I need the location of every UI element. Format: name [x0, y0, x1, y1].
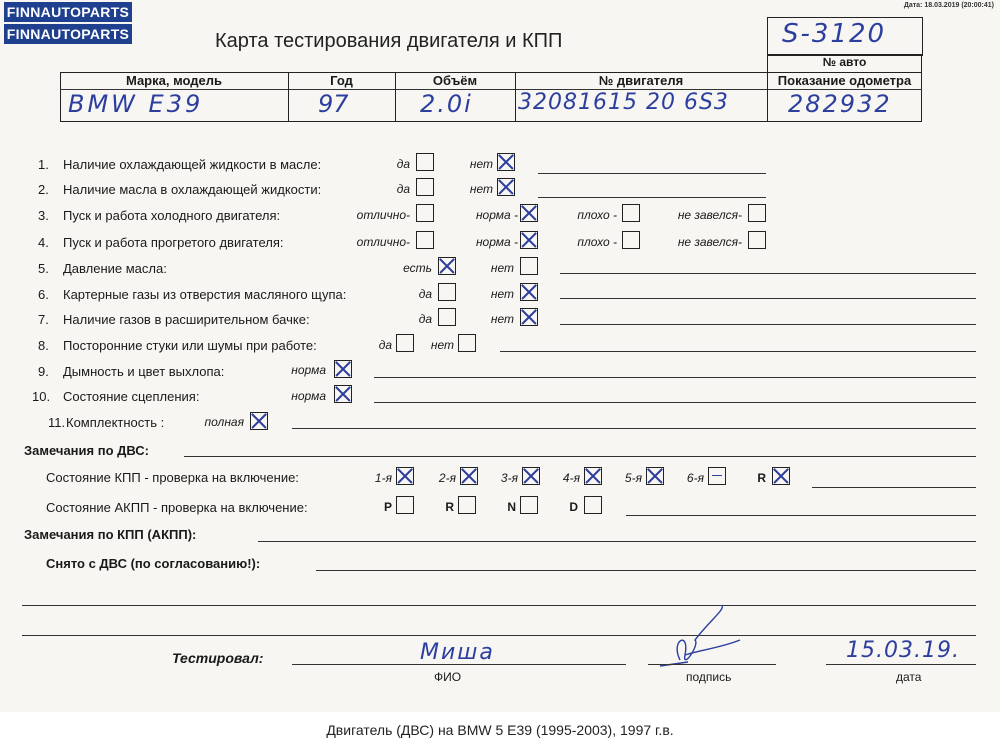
engine-remarks-label: Замечания по ДВС:: [24, 443, 149, 458]
auto-n-checkbox[interactable]: [520, 496, 538, 514]
gearbox-remarks-line[interactable]: [258, 541, 976, 542]
q7-opt-yes: да: [418, 312, 432, 326]
signature-label: подпись: [686, 670, 732, 684]
q5-no-checkbox[interactable]: [520, 257, 538, 275]
q4-text: Пуск и работа прогретого двигателя:: [63, 235, 284, 250]
gear-5-checkbox[interactable]: [646, 467, 664, 485]
q9-text: Дымность и цвет выхлопа:: [63, 364, 225, 379]
q3-opt-bad: плохо -: [577, 208, 617, 222]
car-number-label: № авто: [822, 55, 867, 69]
q7-note-line[interactable]: [560, 324, 976, 325]
q9-normal-checkbox[interactable]: [334, 360, 352, 378]
q1-yes-checkbox[interactable]: [416, 153, 434, 171]
tested-by-label: Тестировал:: [172, 650, 264, 666]
auto-gearbox-line[interactable]: [626, 515, 976, 516]
q5-opt-yes: есть: [403, 261, 432, 275]
q4-opt-nostart: не завелся-: [677, 235, 742, 249]
q5-opt-no: нет: [490, 261, 514, 275]
watermark-logo-top: FINNAUTOPARTS: [4, 2, 132, 22]
q6-opt-no: нет: [490, 287, 514, 301]
q8-opt-no: нет: [430, 338, 454, 352]
q10-opt-normal: норма: [291, 389, 326, 403]
gear-2-checkbox[interactable]: [460, 467, 478, 485]
q3-opt-normal: норма -: [475, 208, 518, 222]
q7-no-checkbox[interactable]: [520, 308, 538, 326]
date-value: 15.03.19.: [846, 638, 960, 663]
auto-r-checkbox[interactable]: [458, 496, 476, 514]
q8-text: Посторонние стуки или шумы при работе:: [63, 338, 317, 353]
auto-gearbox-label: Состояние АКПП - проверка на включение:: [46, 500, 308, 515]
auto-n-label: N: [507, 500, 516, 514]
signature-image: [640, 600, 750, 680]
auto-r-label: R: [445, 500, 454, 514]
q4-excellent-checkbox[interactable]: [416, 231, 434, 249]
q11-num: 11.: [48, 415, 66, 430]
q5-num: 5.: [38, 261, 49, 276]
q8-opt-yes: да: [378, 338, 392, 352]
gear-4-label: 4-я: [562, 471, 580, 485]
q3-bad-checkbox[interactable]: [622, 204, 640, 222]
photo-caption: Двигатель (ДВС) на BMW 5 E39 (1995-2003), 1997 г.в.: [326, 722, 674, 738]
q8-no-checkbox[interactable]: [458, 334, 476, 352]
gear-2-label: 2-я: [438, 471, 456, 485]
q4-num: 4.: [38, 235, 49, 250]
q4-bad-checkbox[interactable]: [622, 231, 640, 249]
gearbox-remarks-label: Замечания по КПП (АКПП):: [24, 527, 197, 542]
q5-text: Давление масла:: [63, 261, 167, 276]
car-no-cell: [767, 54, 922, 72]
gear-3-checkbox[interactable]: [522, 467, 540, 485]
q6-text: Картерные газы из отверстия масляного щупа:: [63, 287, 347, 302]
code-value: S-3120: [782, 19, 887, 49]
removed-label: Снято с ДВС (по согласованию!):: [46, 556, 261, 571]
make-model-value: BMW E39: [68, 90, 204, 118]
gear-1-checkbox[interactable]: [396, 467, 414, 485]
q6-num: 6.: [38, 287, 49, 302]
q4-opt-bad: плохо -: [577, 235, 617, 249]
auto-d-label: D: [569, 500, 578, 514]
q7-opt-no: нет: [490, 312, 514, 326]
volume-value: 2.0i: [420, 90, 473, 118]
q2-text: Наличие масла в охлаждающей жидкости:: [63, 182, 322, 197]
date-label: дата: [896, 670, 922, 684]
q3-normal-checkbox[interactable]: [520, 204, 538, 222]
q2-note-line[interactable]: [538, 197, 766, 198]
q3-opt-excellent: отлично-: [356, 208, 410, 222]
year-value: 97: [318, 90, 349, 118]
watermark-logo-bottom: FINNAUTOPARTS: [4, 24, 132, 44]
code-box: [767, 17, 923, 56]
q2-yes-checkbox[interactable]: [416, 178, 434, 196]
q2-opt-no: нет: [469, 182, 493, 196]
engine-remarks-line[interactable]: [184, 456, 976, 457]
q6-note-line[interactable]: [560, 298, 976, 299]
dash-mark-icon: [712, 475, 722, 476]
q3-opt-nostart: не завелся-: [677, 208, 742, 222]
q7-yes-checkbox[interactable]: [438, 308, 456, 326]
q9-note-line[interactable]: [374, 377, 976, 378]
q5-yes-checkbox[interactable]: [438, 257, 456, 275]
extra-line-1[interactable]: [22, 605, 976, 606]
gear-1-label: 1-я: [374, 471, 392, 485]
q6-no-checkbox[interactable]: [520, 283, 538, 301]
gear-r-label: R: [757, 471, 766, 485]
gear-4-checkbox[interactable]: [584, 467, 602, 485]
q11-text: Комплектность :: [66, 415, 165, 430]
gear-6-checkbox[interactable]: [708, 467, 726, 485]
q1-note-line[interactable]: [538, 173, 766, 174]
q8-note-line[interactable]: [500, 351, 976, 352]
q4-normal-checkbox[interactable]: [520, 231, 538, 249]
gear-r-checkbox[interactable]: [772, 467, 790, 485]
header-year: Год: [330, 73, 353, 88]
q10-note-line[interactable]: [374, 402, 976, 403]
fio-label: ФИО: [434, 670, 462, 684]
manual-gearbox-label: Состояние КПП - проверка на включение:: [46, 470, 299, 485]
q9-opt-normal: норма: [291, 363, 326, 377]
q3-num: 3.: [38, 208, 49, 223]
header-engine-no: № двигателя: [598, 73, 684, 88]
gear-6-label: 6-я: [686, 471, 704, 485]
tester-name: Миша: [420, 640, 495, 665]
q5-note-line[interactable]: [560, 273, 976, 274]
date-line[interactable]: [826, 664, 976, 665]
q10-normal-checkbox[interactable]: [334, 385, 352, 403]
q8-num: 8.: [38, 338, 49, 353]
q4-opt-normal: норма -: [475, 235, 518, 249]
signature-line[interactable]: [648, 664, 776, 665]
q1-opt-no: нет: [469, 157, 493, 171]
q11-complete-checkbox[interactable]: [250, 412, 268, 430]
q3-nostart-checkbox[interactable]: [748, 204, 766, 222]
header-volume: Объём: [432, 73, 478, 88]
q6-yes-checkbox[interactable]: [438, 283, 456, 301]
q10-text: Состояние сцепления:: [63, 389, 200, 404]
q4-nostart-checkbox[interactable]: [748, 231, 766, 249]
header-odometer: Показание одометра: [777, 73, 912, 88]
q11-note-line[interactable]: [292, 428, 976, 429]
header-make-model: Марка, модель: [125, 73, 223, 88]
q9-num: 9.: [38, 364, 49, 379]
q1-num: 1.: [38, 157, 49, 172]
form-title: Карта тестирования двигателя и КПП: [215, 30, 563, 52]
removed-line[interactable]: [316, 570, 976, 571]
q10-num: 10.: [32, 389, 51, 404]
q2-opt-yes: да: [396, 182, 410, 196]
date-stamp: Дата: 18.03.2019 (20:00:41): [903, 2, 994, 9]
gear-3-label: 3-я: [500, 471, 518, 485]
tester-name-line[interactable]: [292, 664, 626, 665]
q3-text: Пуск и работа холодного двигателя:: [63, 208, 281, 223]
q7-num: 7.: [38, 312, 49, 327]
q8-yes-checkbox[interactable]: [396, 334, 414, 352]
auto-p-label: P: [383, 500, 392, 514]
engine-no-value: 32081615 20 6S3: [518, 90, 729, 115]
manual-gearbox-line[interactable]: [812, 487, 976, 488]
q2-no-checkbox[interactable]: [497, 178, 515, 196]
q1-no-checkbox[interactable]: [497, 153, 515, 171]
q1-opt-yes: да: [396, 157, 410, 171]
gear-5-label: 5-я: [624, 471, 642, 485]
auto-d-checkbox[interactable]: [584, 496, 602, 514]
auto-p-checkbox[interactable]: [396, 496, 414, 514]
q11-opt-complete: полная: [204, 415, 244, 429]
q7-text: Наличие газов в расширительном бачке:: [63, 312, 310, 327]
q3-excellent-checkbox[interactable]: [416, 204, 434, 222]
extra-line-2[interactable]: [22, 635, 976, 636]
q2-num: 2.: [38, 182, 49, 197]
q6-opt-yes: да: [418, 287, 432, 301]
q4-opt-excellent: отлично-: [356, 235, 410, 249]
q1-text: Наличие охлаждающей жидкости в масле:: [63, 157, 322, 172]
odometer-value: 282932: [788, 90, 892, 118]
